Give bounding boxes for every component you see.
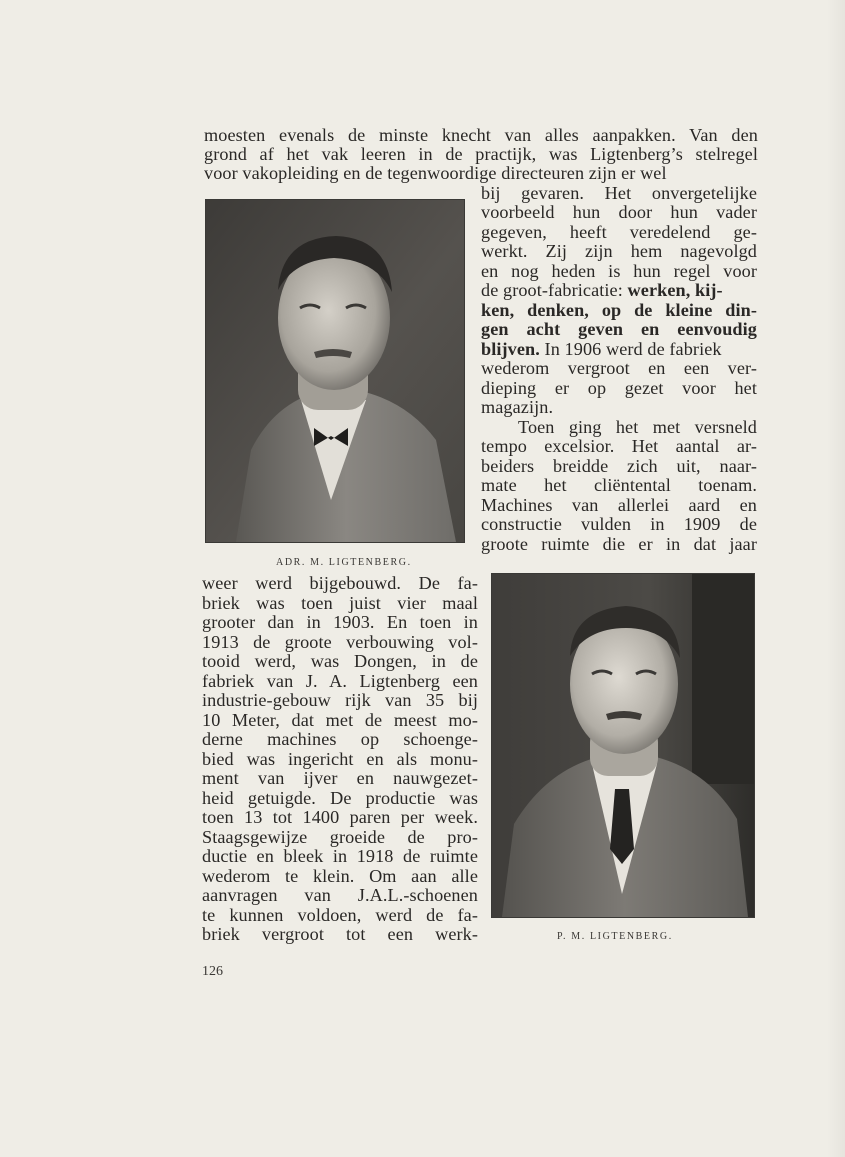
text-run: In 1906 werd de fabriek [539,339,722,359]
text-line: wederom vergroot en een ver- [481,358,757,378]
text-line: groote ruimte die er in dat jaar [481,534,757,554]
text-line: heid getuigde. De productie was [202,788,478,808]
text-line: ken, denken, op de kleine din- [481,300,757,320]
text-line: beiders breidde zich uit, naar- [481,456,757,476]
photo-caption: ADR. M. LIGTENBERG. [276,557,412,568]
text-line: mate het cliëntental toenam. [481,475,757,495]
text-run: de groot-fabricatie: [481,280,628,300]
text-line: gen acht geven en eenvoudig [481,319,757,339]
text-line: fabriek van J. A. Ligtenberg een [202,671,478,691]
text-line: derne machines op schoenge- [202,729,478,749]
text-line: Machines van allerlei aard en [481,495,757,515]
text-line: en nog heden is hun regel voor [481,261,757,281]
text-line: grond af het vak leeren in de practijk, was Ligtenberg’s stelregel [204,144,758,164]
portrait-photo-adr-ligtenberg [206,200,464,542]
text-line [481,340,757,359]
text-line: ductie en bleek in 1918 de ruimte [202,846,478,866]
text-line: voorbeeld hun door hun vader [481,202,757,222]
text-line: moesten evenals de minste knecht van alles aanpakken. Van den [204,125,758,145]
text-line: wederom te klein. Om aan alle [202,866,478,886]
photo-caption: P. M. LIGTENBERG. [557,931,673,942]
text-line: werkt. Zij zijn hem nagevolgd [481,241,757,261]
text-line: weer werd bijgebouwd. De fa- [202,573,478,593]
text-line: magazijn. [481,397,554,417]
text-line: constructie vulden in 1909 de [481,514,757,534]
text-line: 1913 de groote verbouwing vol- [202,632,478,652]
text-line: industrie-gebouw rijk van 35 bij [202,690,478,710]
page-edge-shadow [827,0,845,1157]
text-line: aanvragen van J.A.L.-schoenen [202,885,478,905]
text-line: tempo excelsior. Het aantal ar- [481,436,757,456]
text-line: gegeven, heeft veredelend ge- [481,222,757,242]
text-line: bied was ingericht en als monu- [202,749,478,769]
bold-text-run: werken, kij- [627,280,723,300]
text-line: grooter dan in 1903. En toen in [202,612,478,632]
page-number: 126 [202,964,223,979]
text-line: briek was toen juist vier maal [202,593,478,613]
text-line: 10 Meter, dat met de meest mo- [202,710,478,730]
text-line: dieping er op gezet voor het [481,378,757,398]
bold-text-run: blijven. [481,339,540,359]
text-line: Staagsgewijze groeide de pro- [202,827,478,847]
text-line: toen 13 tot 1400 paren per week. [202,807,478,827]
text-line: bij gevaren. Het onvergetelijke [481,183,757,203]
text-line: tooid werd, was Dongen, in de [202,651,478,671]
portrait-image [492,574,754,917]
text-line: briek vergroot tot een werk- [202,924,478,944]
text-line [481,281,757,300]
text-line: Toen ging het met versneld [518,417,757,437]
portrait-photo-p-ligtenberg [492,574,754,917]
text-line: voor vakopleiding en de tegenwoordige directeuren zijn er wel [204,163,667,183]
text-line: ment van ijver en nauwgezet- [202,768,478,788]
portrait-image [206,200,464,542]
text-line: te kunnen voldoen, werd de fa- [202,905,478,925]
